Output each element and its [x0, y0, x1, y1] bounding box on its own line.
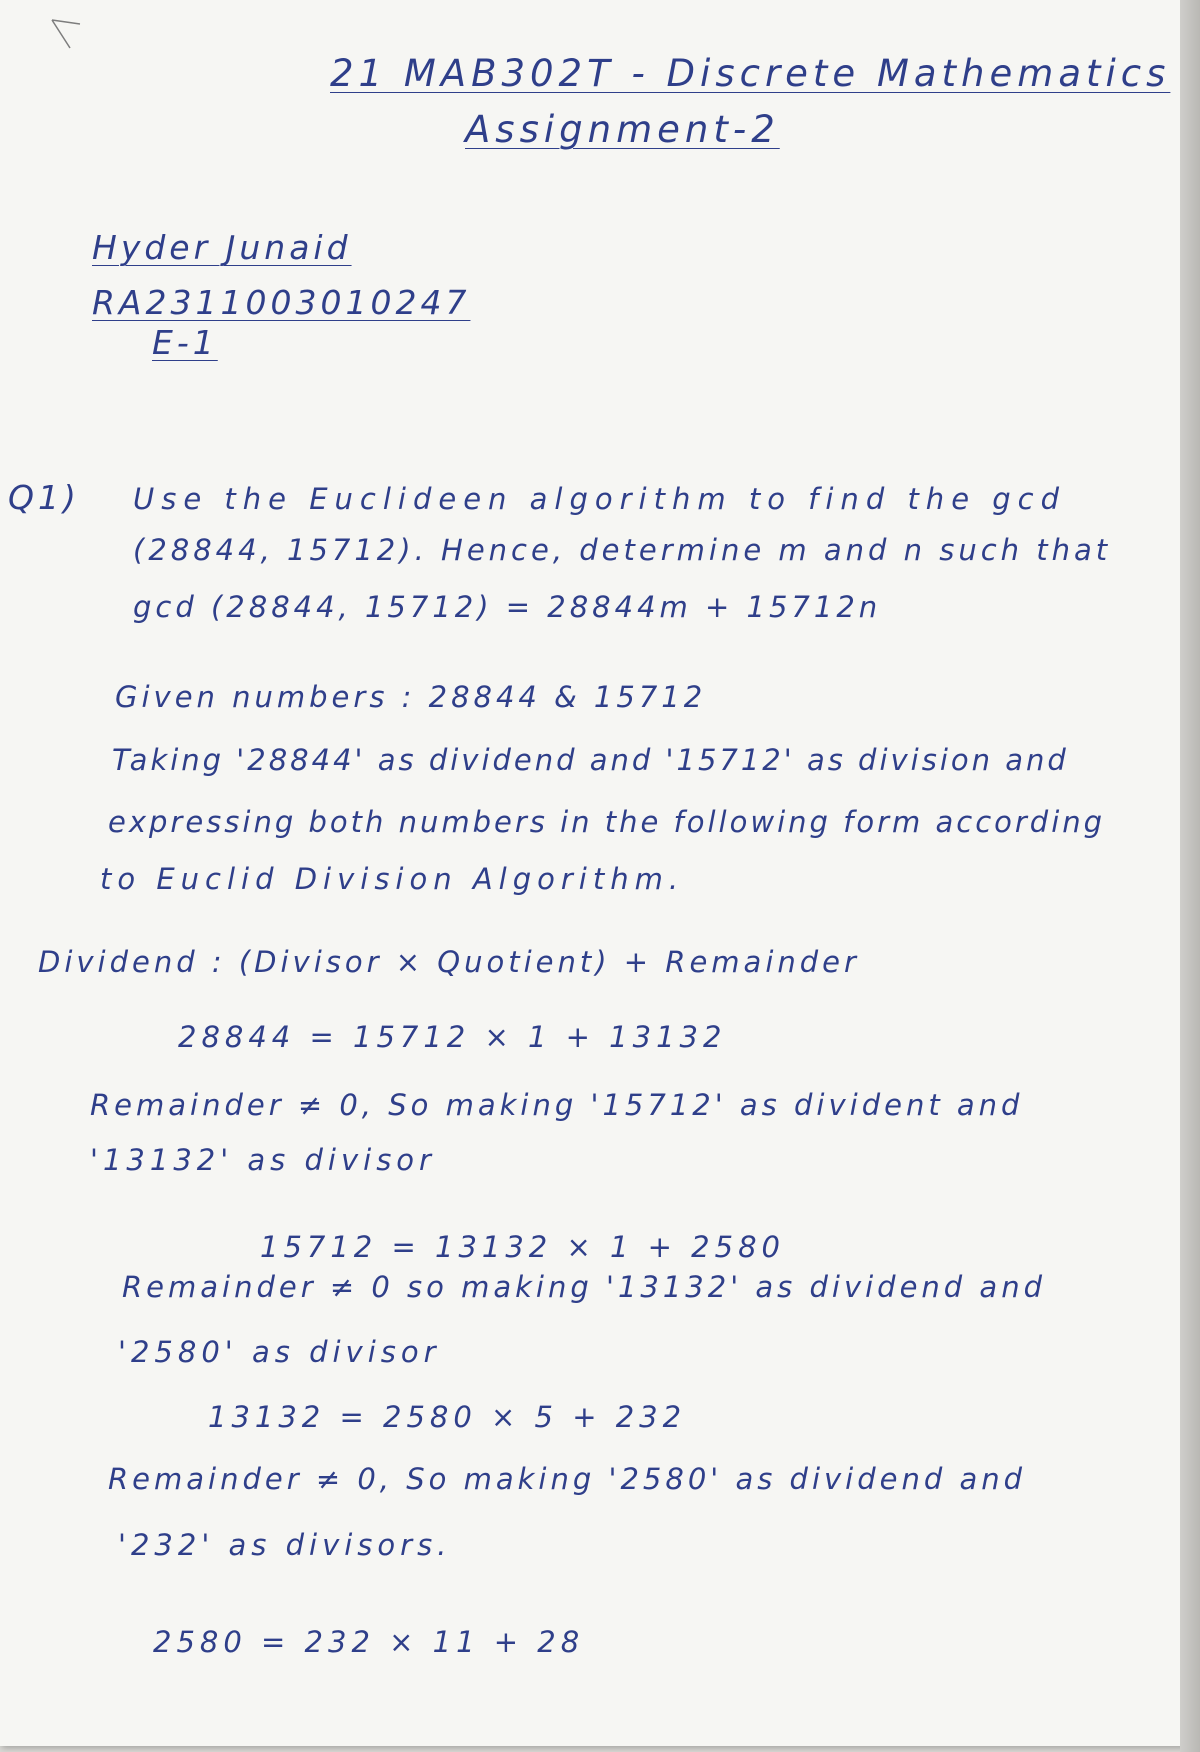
question-line-2: (28844, 15712). Hence, determine m and n such that: [133, 533, 1112, 567]
question-line-1: Use the Euclideen algorithm to find the gcd: [133, 482, 1067, 516]
student-section: E-1: [152, 323, 218, 362]
question-number: Q1): [8, 478, 80, 517]
equation-3: 13132 = 2580 × 5 + 232: [208, 1400, 687, 1434]
page-corner-mark: [50, 18, 100, 68]
note-2-line-2: '2580' as divisor: [118, 1335, 441, 1369]
note-3-line-1: Remainder ≠ 0, So making '2580' as dividend and: [108, 1462, 1027, 1496]
note-2-line-1: Remainder ≠ 0 so making '13132' as dividend and: [122, 1270, 1046, 1304]
intro-line-3: to Euclid Division Algorithm.: [100, 862, 685, 896]
intro-line-1: Taking '28844' as dividend and '15712' as division and: [112, 743, 1069, 777]
student-name: Hyder Junaid: [92, 228, 352, 267]
page-edge-shadow: [1180, 0, 1200, 1752]
given-numbers: Given numbers : 28844 & 15712: [115, 680, 707, 714]
student-reg-no: RA2311003010247: [92, 283, 471, 322]
note-1-line-2: '13132' as divisor: [90, 1143, 436, 1177]
question-line-3: gcd (28844, 15712) = 28844m + 15712n: [133, 590, 882, 624]
note-1-line-1: Remainder ≠ 0, So making '15712' as divident and: [90, 1088, 1024, 1122]
equation-1: 28844 = 15712 × 1 + 13132: [178, 1020, 727, 1054]
course-title: 21 MAB302T - Discrete Mathematics: [330, 52, 1171, 95]
equation-4: 2580 = 232 × 11 + 28: [153, 1625, 585, 1659]
division-formula: Dividend : (Divisor × Quotient) + Remainder: [38, 945, 860, 979]
equation-2: 15712 = 13132 × 1 + 2580: [260, 1230, 785, 1264]
assignment-title: Assignment-2: [465, 108, 780, 151]
intro-line-2: expressing both numbers in the following form according: [108, 805, 1106, 839]
note-3-line-2: '232' as divisors.: [118, 1528, 452, 1562]
